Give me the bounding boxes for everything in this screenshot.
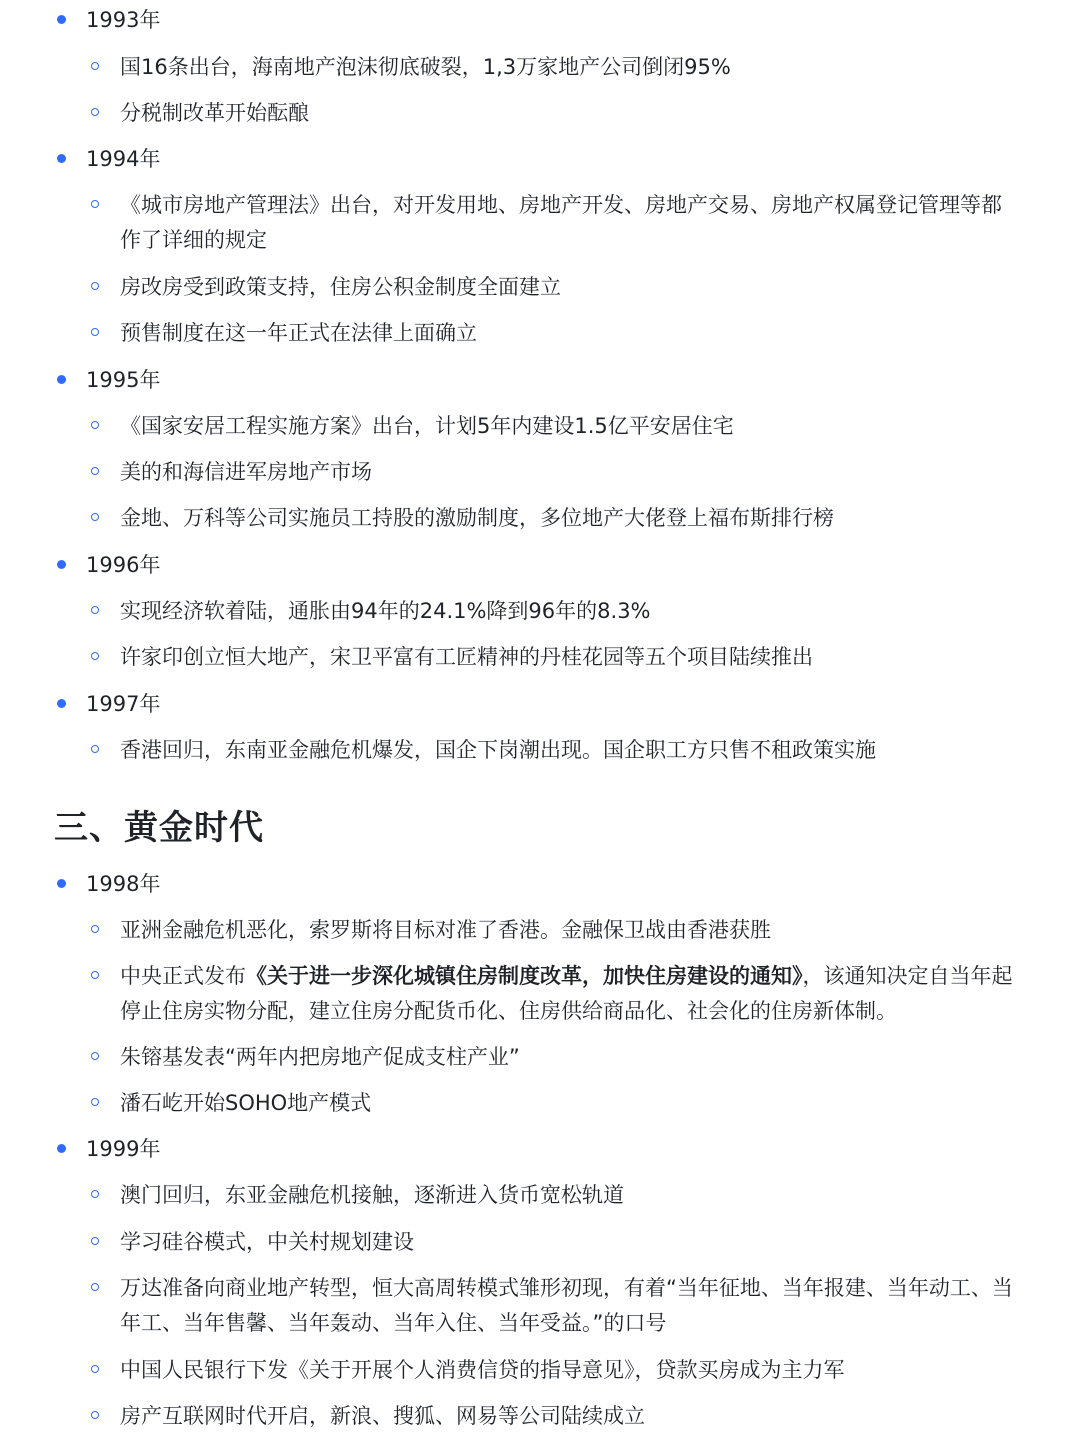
event-text: 《国家安居工程实施方案》出台，计划5年内建设1.5亿平安居住宅 [120, 414, 734, 438]
hollow-bullet-icon [91, 421, 99, 429]
year-label: 1996年 [86, 553, 161, 577]
event-text: 预售制度在这一年正式在法律上面确立 [120, 321, 477, 345]
filled-bullet-icon [57, 154, 66, 163]
hollow-bullet-icon [91, 1098, 99, 1106]
event-text: 潘石屹开始SOHO地产模式 [120, 1091, 372, 1115]
hollow-bullet-icon [91, 971, 99, 979]
filled-bullet-icon [57, 15, 66, 24]
event-text: 许家印创立恒大地产，宋卫平富有工匠精神的丹桂花园等五个项目陆续推出 [120, 645, 813, 669]
filled-bullet-icon [57, 1144, 66, 1153]
hollow-bullet-icon [91, 1283, 99, 1291]
year-list-item [0, 548, 1080, 582]
event-text: 香港回归，东南亚金融危机爆发，国企下岗潮出现。国企职工方只售不租政策实施 [120, 738, 876, 762]
hollow-bullet-icon [91, 1411, 99, 1419]
year-label: 1999年 [86, 1137, 161, 1161]
event-text-prefix: 中央正式发布 [120, 964, 246, 988]
year-label: 1998年 [86, 872, 161, 896]
hollow-bullet-icon [91, 1237, 99, 1245]
filled-bullet-icon [57, 879, 66, 888]
hollow-bullet-icon [91, 467, 99, 475]
year-label: 1994年 [86, 147, 161, 171]
event-text: 金地、万科等公司实施员工持股的激励制度，多位地产大佬登上福布斯排行榜 [120, 506, 834, 530]
hollow-bullet-icon [91, 328, 99, 336]
event-text: 澳门回归，东亚金融危机接触，逐渐进入货币宽松轨道 [120, 1183, 624, 1207]
event-text: 美的和海信进军房地产市场 [120, 460, 372, 484]
event-text: 房产互联网时代开启，新浪、搜狐、网易等公司陆续成立 [120, 1404, 645, 1428]
hollow-bullet-icon [91, 282, 99, 290]
event-text: 房改房受到政策支持，住房公积金制度全面建立 [120, 275, 561, 299]
section-heading: 三、黄金时代 [54, 808, 264, 848]
year-label: 1997年 [86, 692, 161, 716]
year-list-item [0, 363, 1080, 397]
hollow-bullet-icon [91, 745, 99, 753]
event-text: 中国人民银行下发《关于开展个人消费信贷的指导意见》，贷款买房成为主力军 [120, 1358, 845, 1382]
hollow-bullet-icon [91, 513, 99, 521]
hollow-bullet-icon [91, 200, 99, 208]
year-list-item [0, 687, 1080, 721]
hollow-bullet-icon [91, 1190, 99, 1198]
event-text [120, 959, 1020, 1029]
event-text: 分税制改革开始酝酿 [120, 101, 309, 125]
year-list-item [0, 142, 1080, 176]
document-title-bold: 《关于进一步深化城镇住房制度改革，加快住房建设的通知》 [246, 964, 803, 988]
year-list-item [0, 1132, 1080, 1166]
event-text: 实现经济软着陆，通胀由94年的24.1%降到96年的8.3% [120, 599, 651, 623]
event-text: 《城市房地产管理法》出台，对开发用地、房地产开发、房地产交易、房地产权属登记管理等都作了详细的规定 [120, 193, 1002, 252]
year-list-item [0, 867, 1080, 901]
event-text: 亚洲金融危机恶化，索罗斯将目标对准了香港。金融保卫战由香港获胜 [120, 918, 771, 942]
hollow-bullet-icon [91, 925, 99, 933]
hollow-bullet-icon [91, 62, 99, 70]
event-text: 学习硅谷模式，中关村规划建设 [120, 1230, 414, 1254]
event-text: 万达准备向商业地产转型，恒大高周转模式雏形初现，有着“当年征地、当年报建、当年动工、当年工、当年售馨、当年轰动、当年入住、当年受益。”的口号 [120, 1276, 1013, 1335]
event-text-suffix: ，该通知决定自当年起停止住房实物分配，建立住房分配货币化、住房供给商品化、社会化的住房新体制。 [120, 964, 1013, 1023]
event-text: 国16条出台，海南地产泡沫彻底破裂，1,3万家地产公司倒闭95% [120, 55, 731, 79]
filled-bullet-icon [57, 699, 66, 708]
year-label: 1995年 [86, 368, 161, 392]
filled-bullet-icon [57, 560, 66, 569]
hollow-bullet-icon [91, 1365, 99, 1373]
event-text: 朱镕基发表“两年内把房地产促成支柱产业” [120, 1045, 520, 1069]
year-label: 1993年 [86, 8, 161, 32]
hollow-bullet-icon [91, 1052, 99, 1060]
hollow-bullet-icon [91, 108, 99, 116]
year-list-item [0, 3, 1080, 37]
hollow-bullet-icon [91, 652, 99, 660]
hollow-bullet-icon [91, 606, 99, 614]
filled-bullet-icon [57, 375, 66, 384]
